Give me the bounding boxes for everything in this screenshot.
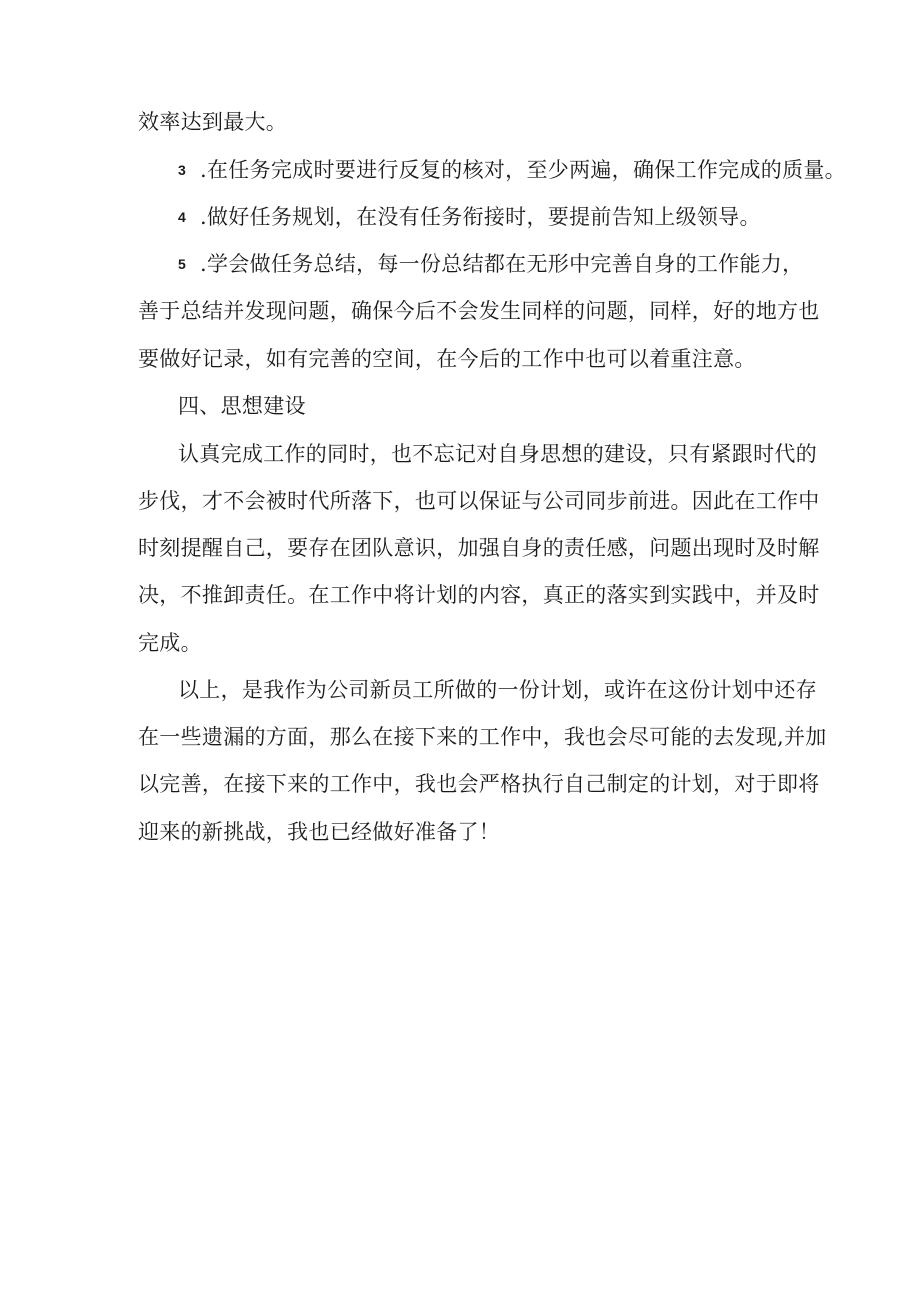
text-line: 以上，是我作为公司新员工所做的一份计划，或许在这份计划中还存 — [178, 678, 817, 702]
list-item-text: .做好任务规划，在没有任务衔接时，要提前告知上级领导。 — [200, 205, 761, 229]
list-item-3 — [178, 155, 846, 185]
text-line: 在一些遗漏的方面，那么在接下来的工作中，我也会尽可能的去发现,并加 — [138, 725, 827, 749]
list-item-text: .学会做任务总结，每一份总结都在无形中完善自身的工作能力， — [200, 252, 804, 276]
list-item-4 — [178, 202, 761, 232]
list-item-text: .在任务完成时要进行反复的核对，至少两遍，确保工作完成的质量。 — [200, 158, 846, 182]
text-line: 以完善，在接下来的工作中，我也会严格执行自己制定的计划，对于即将 — [138, 772, 820, 796]
list-number: 4 — [178, 209, 187, 225]
text-line: 时刻提醒自己，要存在团队意识，加强自身的责任感，问题出现时及时解 — [138, 536, 820, 560]
text-line: 完成。 — [138, 631, 202, 655]
section-heading: 四、思想建设 — [178, 394, 306, 418]
list-number: 5 — [178, 256, 187, 272]
text-line: 效率达到最大。 — [138, 110, 288, 134]
text-line: 迎来的新挑战，我也已经做好准备了！ — [138, 820, 501, 844]
text-line: 认真完成工作的同时，也不忘记对自身思想的建设，只有紧跟时代的 — [178, 442, 817, 466]
text-line: 善于总结并发现问题，确保今后不会发生同样的问题，同样，好的地方也 — [138, 299, 820, 323]
text-line: 要做好记录，如有完善的空间，在今后的工作中也可以着重注意。 — [138, 347, 756, 371]
list-number: 3 — [178, 162, 187, 178]
text-line: 步伐，才不会被时代所落下，也可以保证与公司同步前进。因此在工作中 — [138, 489, 820, 513]
list-item-5 — [178, 249, 803, 279]
text-line: 决，不推卸责任。在工作中将计划的内容，真正的落实到实践中，并及时 — [138, 583, 820, 607]
